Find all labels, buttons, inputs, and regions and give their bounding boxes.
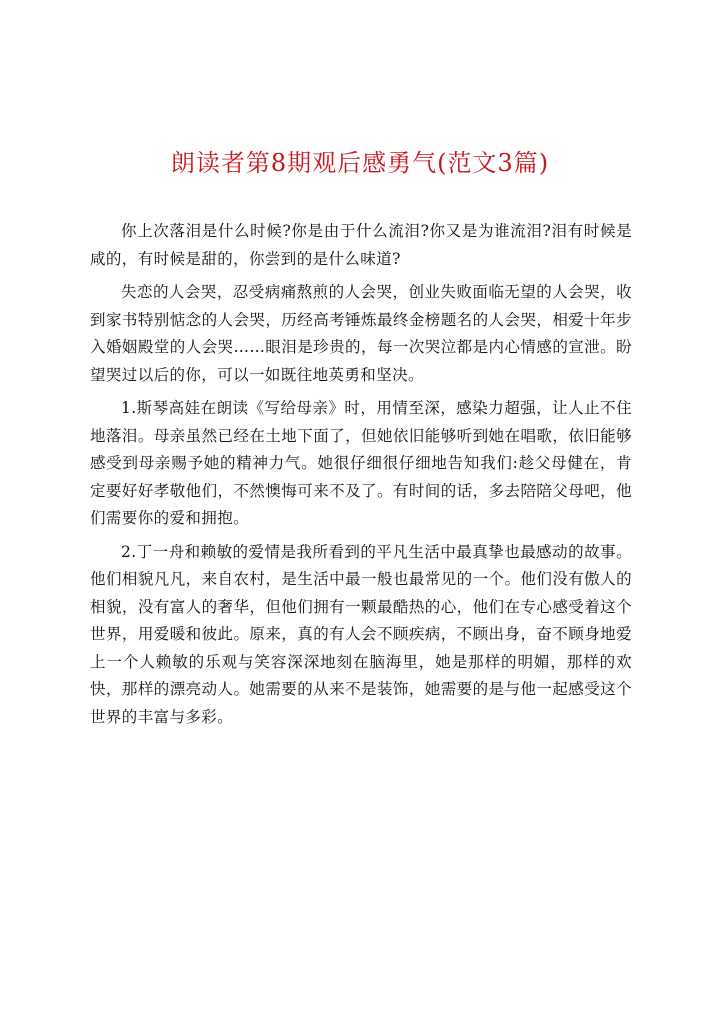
paragraph-3: 1.斯琴高娃在朗读《写给母亲》时，用情至深，感染力超强，让人止不住地落泪。母亲虽然已经在土地下面了，但她依旧能够听到她在唱歌，依旧能够感受到母亲赐予她的精神力气。她很仔细很仔细地告知我们:趁父母健在，肯定要好好孝敬他们，不然懊悔可来不及了。有时间的话，多去陪陪父母吧，他们需要你的爱和拥抱。 <box>90 399 632 527</box>
paragraph-4: 2.丁一舟和赖敏的爱情是我所看到的平凡生活中最真挚也最感动的故事。他们相貌凡凡，来自农村，是生活中最一般也最常见的一个。他们没有傲人的相貌，没有富人的奢华，但他们拥有一颗最酷热的心，他们在专心感受着这个世界，用爱暖和彼此。原来，真的有人会不顾疾病，不顾出身，奋不顾身地爱上一个人赖敏的乐观与笑容深深地刻在脑海里，她是那样的明媚，那样的欢快，那样的漂亮动人。她需要的从来不是装饰，她需要的是与他一起感受这个世界的丰富与多彩。 <box>90 542 632 726</box>
page-title: 朗读者第8期观后感勇气(范文3篇) <box>170 149 550 177</box>
paragraph-2: 失恋的人会哭，忍受病痛熬煎的人会哭，创业失败面临无望的人会哭，收到家书特别惦念的人会哭，历经高考锤炼最终金榜题名的人会哭，相爱十年步入婚姻殿堂的人会哭……眼泪是珍贵的，每一次哭泣都是内心情感的宣泄。盼望哭过以后的你，可以一如既往地英勇和坚决。 <box>90 283 632 384</box>
document-body <box>90 218 632 737</box>
paragraph-1: 你上次落泪是什么时候?你是由于什么流泪?你又是为谁流泪?泪有时候是咸的，有时候是甜的，你尝到的是什么味道? <box>90 222 632 268</box>
